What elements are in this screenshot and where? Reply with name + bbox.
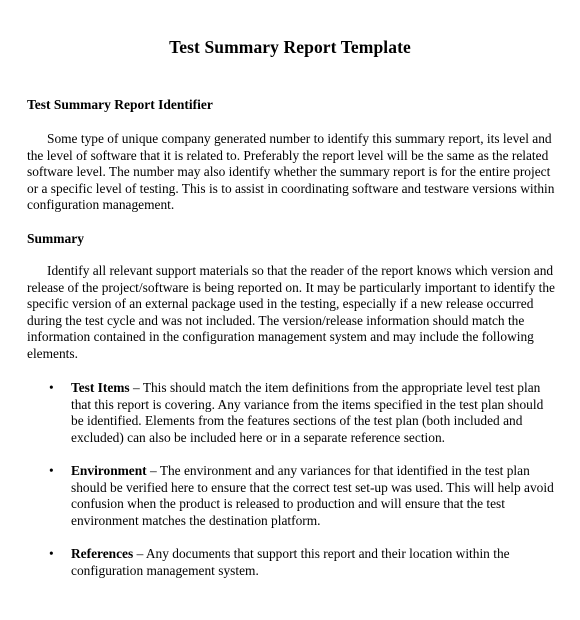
bullet-icon: •: [49, 463, 54, 478]
section-paragraph-identifier: Some type of unique company generated number to identify this summary report, its level and the level of software that it is related to. Preferably the report level will be the same as the related software level. The number may also identify whether the summary report is for the entire project or a specific level of testing. This is to assist in coordinating software and testware versions within configuration management.: [27, 131, 555, 212]
bullet-separator: –: [133, 546, 146, 561]
section-heading-summary: Summary: [27, 231, 84, 246]
bullet-term: Environment: [71, 463, 147, 478]
elements-bullet-list: [27, 380, 557, 596]
bullet-item-environment: [27, 463, 557, 529]
bullet-icon: •: [49, 546, 54, 561]
document-title: Test Summary Report Template: [169, 37, 411, 57]
bullet-text: This should match the item definitions from the appropriate level test plan that this report is covering. Any variance from the items specified in the test plan should be identified. Elements from the features sections of the test plan (both included and excluded) can also be included here or in a separate reference section.: [71, 380, 544, 445]
bullet-item-references: [27, 546, 557, 579]
section-paragraph-summary: Identify all relevant support materials so that the reader of the report knows which version and release of the project/software is being reported on. It may be particularly important to identify the specific version of an external package used in the testing, especially if a new release occurred during the test cycle and was not included. The version/release information should match the information contained in the configuration management system and may include the following elements.: [27, 263, 556, 361]
bullet-text: Any documents that support this report and their location within the configuration management system.: [71, 546, 510, 578]
bullet-icon: •: [49, 380, 54, 395]
bullet-term: References: [71, 546, 134, 561]
bullet-text: The environment and any variances for that identified in the test plan should be verified here to ensure that the correct test set-up was used. This will help avoid confusion when the product is released to production and will ensure that the test environment matches the destination platform.: [71, 463, 554, 528]
bullet-term: Test Items: [71, 380, 130, 395]
bullet-item-test-items: [27, 380, 557, 446]
bullet-separator: –: [146, 463, 160, 478]
bullet-separator: –: [129, 380, 143, 395]
section-heading-identifier: Test Summary Report Identifier: [27, 97, 213, 112]
